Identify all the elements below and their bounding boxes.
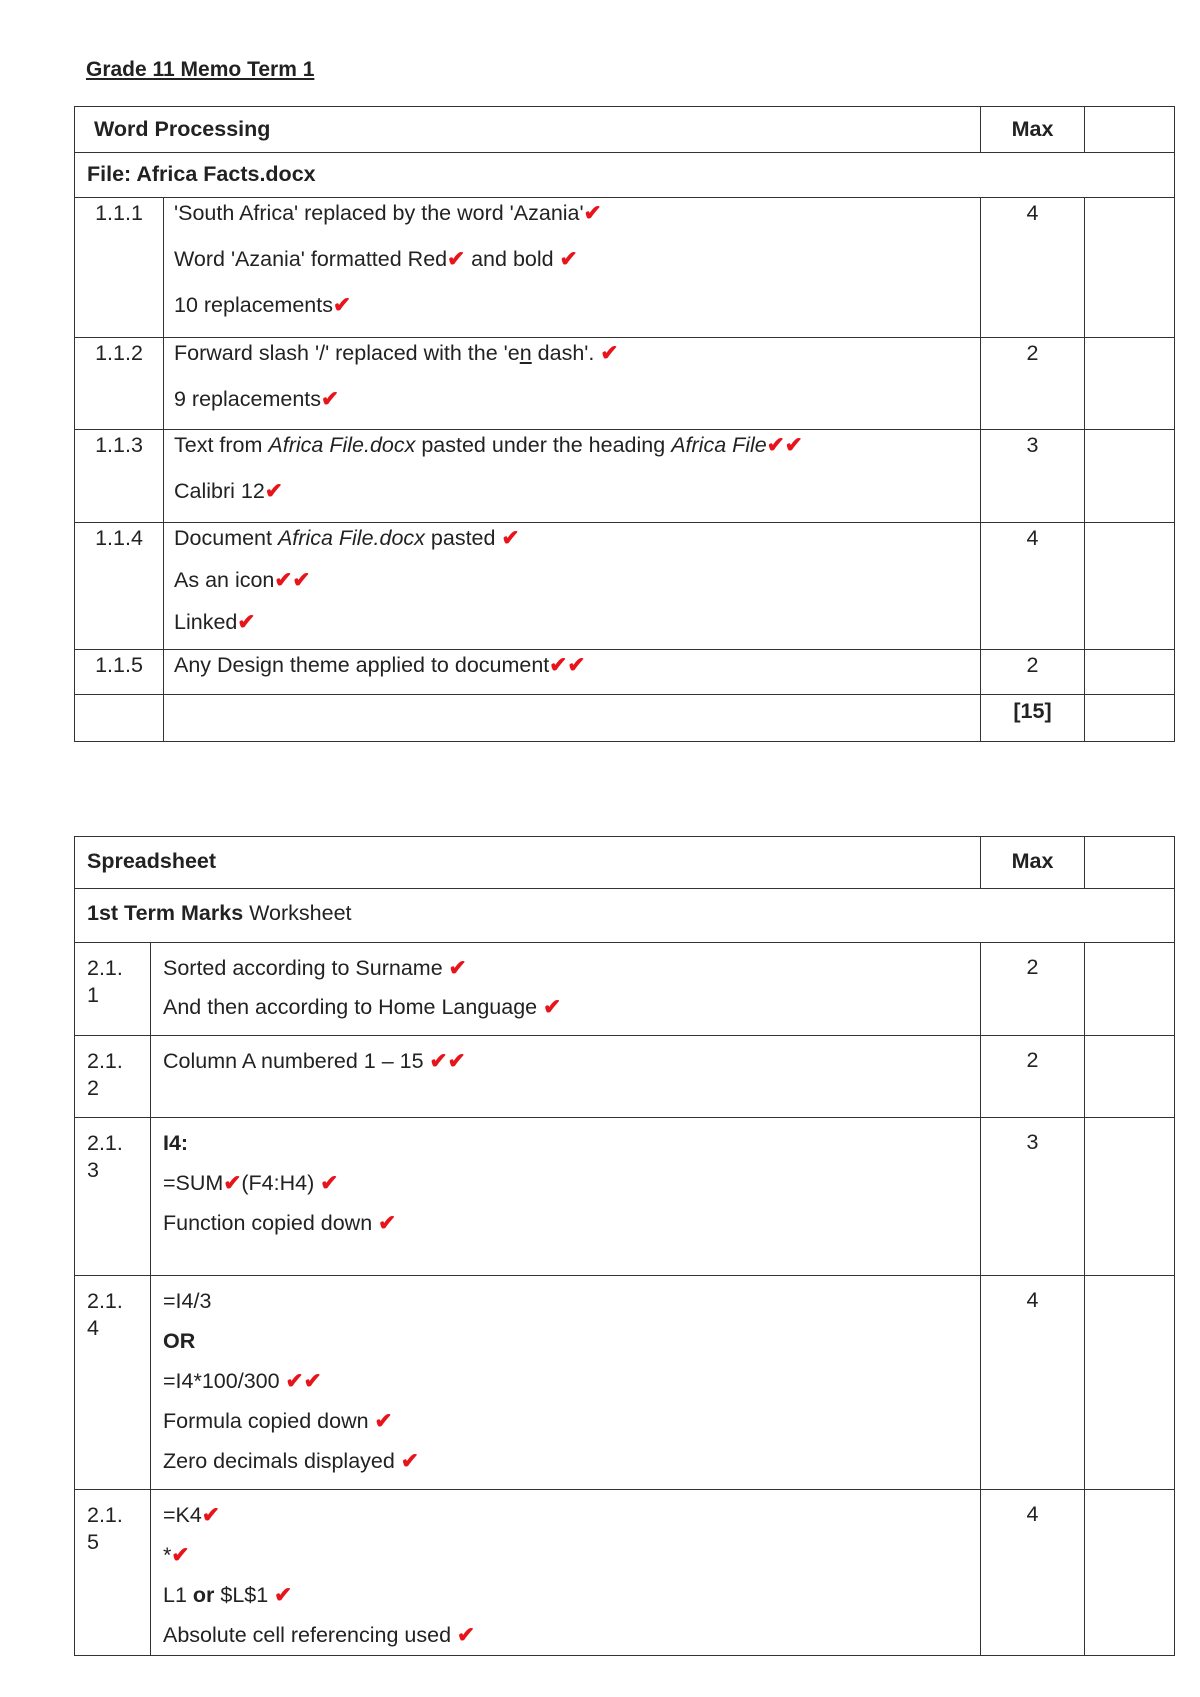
wp-file-label: File: Africa Facts.docx — [75, 153, 1175, 198]
ss-worksheet-label: 1st Term Marks Worksheet — [75, 889, 1175, 943]
table-row — [75, 1490, 1175, 1656]
score-cell — [1085, 523, 1175, 650]
wp-heading: Word Processing — [75, 107, 981, 153]
table-row — [75, 1276, 1175, 1490]
max-mark: 2 — [981, 338, 1085, 430]
question-criteria: I4: =SUM✔(F4:H4) ✔ Function copied down ✔ — [151, 1118, 981, 1276]
tick-icon: ✔ — [320, 1171, 339, 1195]
question-criteria: =I4/3 OR =I4*100/300 ✔✔ Formula copied down ✔ Zero decimals displayed ✔ — [151, 1276, 981, 1490]
question-number: 1.1.4 — [75, 523, 164, 650]
tick-icon: ✔ — [201, 1503, 220, 1527]
score-cell — [1085, 650, 1175, 695]
ss-score-header — [1085, 837, 1175, 889]
tick-icon: ✔ — [501, 526, 520, 550]
max-mark: 4 — [981, 523, 1085, 650]
table-row — [75, 430, 1175, 523]
tick-icon: ✔ — [378, 1211, 397, 1235]
tick-icon: ✔ — [303, 1369, 322, 1393]
max-mark: 3 — [981, 430, 1085, 523]
question-criteria: Sorted according to Surname ✔ And then according to Home Language ✔ — [151, 943, 981, 1036]
question-criteria: Text from Africa File.docx pasted under the heading Africa File✔✔ Calibri 12✔ — [164, 430, 981, 523]
empty-cell — [75, 695, 164, 742]
tick-icon: ✔ — [321, 387, 340, 411]
question-number: 1.1.2 — [75, 338, 164, 430]
tick-icon: ✔ — [559, 247, 578, 271]
tick-icon: ✔ — [292, 568, 311, 592]
tick-icon: ✔ — [784, 433, 803, 457]
tick-icon: ✔ — [264, 479, 283, 503]
tick-icon: ✔ — [237, 610, 256, 634]
table-row — [75, 338, 1175, 430]
tick-icon: ✔ — [447, 247, 466, 271]
tick-icon: ✔ — [549, 653, 568, 677]
max-mark: 2 — [981, 1036, 1085, 1118]
table-row — [75, 523, 1175, 650]
word-processing-table — [74, 106, 1175, 742]
score-cell — [1085, 695, 1175, 742]
score-cell — [1085, 1118, 1175, 1276]
max-mark: 2 — [981, 650, 1085, 695]
tick-icon: ✔ — [583, 201, 602, 225]
question-criteria: Document Africa File.docx pasted ✔ As an icon✔✔ Linked✔ — [164, 523, 981, 650]
max-mark: 3 — [981, 1118, 1085, 1276]
max-mark: 4 — [981, 198, 1085, 338]
ss-heading: Spreadsheet — [75, 837, 981, 889]
score-cell — [1085, 1490, 1175, 1656]
score-cell — [1085, 198, 1175, 338]
tick-icon: ✔ — [285, 1369, 304, 1393]
table-row — [75, 943, 1175, 1036]
tick-icon: ✔ — [274, 1583, 293, 1607]
tick-icon: ✔ — [400, 1449, 419, 1473]
wp-max-header: Max — [981, 107, 1085, 153]
tick-icon: ✔ — [600, 341, 619, 365]
question-number: 2.1. 5 — [75, 1490, 151, 1656]
total-row — [75, 695, 1175, 742]
score-cell — [1085, 338, 1175, 430]
question-number: 2.1. 1 — [75, 943, 151, 1036]
wp-score-header — [1085, 107, 1175, 153]
question-criteria: Forward slash '/' replaced with the 'en dash'. ✔ 9 replacements✔ — [164, 338, 981, 430]
tick-icon: ✔ — [447, 1049, 466, 1073]
ss-max-header: Max — [981, 837, 1085, 889]
question-criteria: Any Design theme applied to document✔✔ — [164, 650, 981, 695]
tick-icon: ✔ — [543, 995, 562, 1019]
score-cell — [1085, 1276, 1175, 1490]
score-cell — [1085, 943, 1175, 1036]
tick-icon: ✔ — [448, 956, 467, 980]
score-cell — [1085, 1036, 1175, 1118]
total-mark: [15] — [981, 695, 1085, 742]
tick-icon: ✔ — [374, 1409, 393, 1433]
question-number: 1.1.3 — [75, 430, 164, 523]
question-number: 2.1. 4 — [75, 1276, 151, 1490]
max-mark: 4 — [981, 1490, 1085, 1656]
table-row — [75, 1036, 1175, 1118]
question-criteria: =K4✔ *✔ L1 or $L$1 ✔ Absolute cell referencing used ✔ — [151, 1490, 981, 1656]
question-criteria: 'South Africa' replaced by the word 'Azania'✔ Word 'Azania' formatted Red✔ and bold ✔ 10 replacements✔ — [164, 198, 981, 338]
tick-icon: ✔ — [429, 1049, 448, 1073]
question-number: 1.1.1 — [75, 198, 164, 338]
question-number: 1.1.5 — [75, 650, 164, 695]
table-row — [75, 1118, 1175, 1276]
tick-icon: ✔ — [766, 433, 785, 457]
question-criteria: Column A numbered 1 – 15 ✔✔ — [151, 1036, 981, 1118]
max-mark: 2 — [981, 943, 1085, 1036]
score-cell — [1085, 430, 1175, 523]
max-mark: 4 — [981, 1276, 1085, 1490]
spreadsheet-table — [74, 836, 1175, 1656]
tick-icon: ✔ — [171, 1543, 190, 1567]
tick-icon: ✔ — [567, 653, 586, 677]
question-number: 2.1. 3 — [75, 1118, 151, 1276]
question-number: 2.1. 2 — [75, 1036, 151, 1118]
page-title: Grade 11 Memo Term 1 — [86, 58, 315, 81]
tick-icon: ✔ — [332, 293, 351, 317]
tick-icon: ✔ — [457, 1623, 476, 1647]
table-row — [75, 198, 1175, 338]
tick-icon: ✔ — [274, 568, 293, 592]
tick-icon: ✔ — [223, 1171, 242, 1195]
empty-cell — [164, 695, 981, 742]
table-row — [75, 650, 1175, 695]
